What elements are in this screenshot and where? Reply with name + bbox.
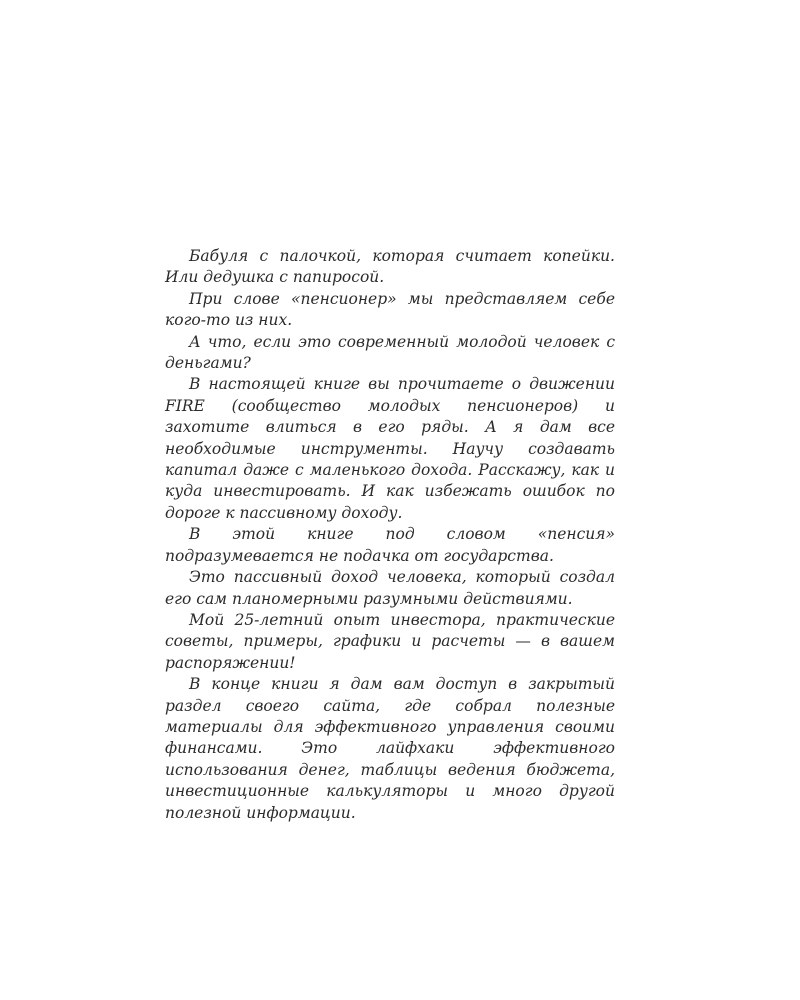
paragraph-3: А что, если это современный молодой человек с деньгами? [165,332,615,373]
paragraph-1: Бабуля с палочкой, которая считает копейки. Или дедушка с папиросой. [165,247,615,287]
paragraph-7: Мой 25-летний опыт инвестора, практические советы, примеры, графики и расчеты — в вашем распоряжении! [165,610,615,672]
paragraph-8: В конце книги я дам вам доступ в закрытый раздел своего сайта, где собрал полезные материалы для эффективного управления своими финансами. Это лайфхаки эффективного использования денег, таблицы ведения бюджета, инвестиционные калькуляторы и много другой полезной информации. [165,675,615,822]
paragraph-6: Это пассивный доход человека, который создал его сам планомерными разумными действиями. [165,568,615,608]
body-text [165,246,615,824]
paragraph-5: В этой книге под словом «пенсия» подразумевается не подачка от государства. [165,525,615,565]
paragraph-4: В настоящей книге вы прочитаете о движении FIRE (сообщество молодых пенсионеров) и захотите влиться в его ряды. А я дам все необходимые инструменты. Научу создавать капитал даже с маленького дохода. Расскажу, как и куда инвестировать. И как избежать ошибок по дороге к пассивному доходу. [165,375,615,522]
paragraph-2: При слове «пенсионер» мы представляем себе кого-то из них. [165,289,615,330]
